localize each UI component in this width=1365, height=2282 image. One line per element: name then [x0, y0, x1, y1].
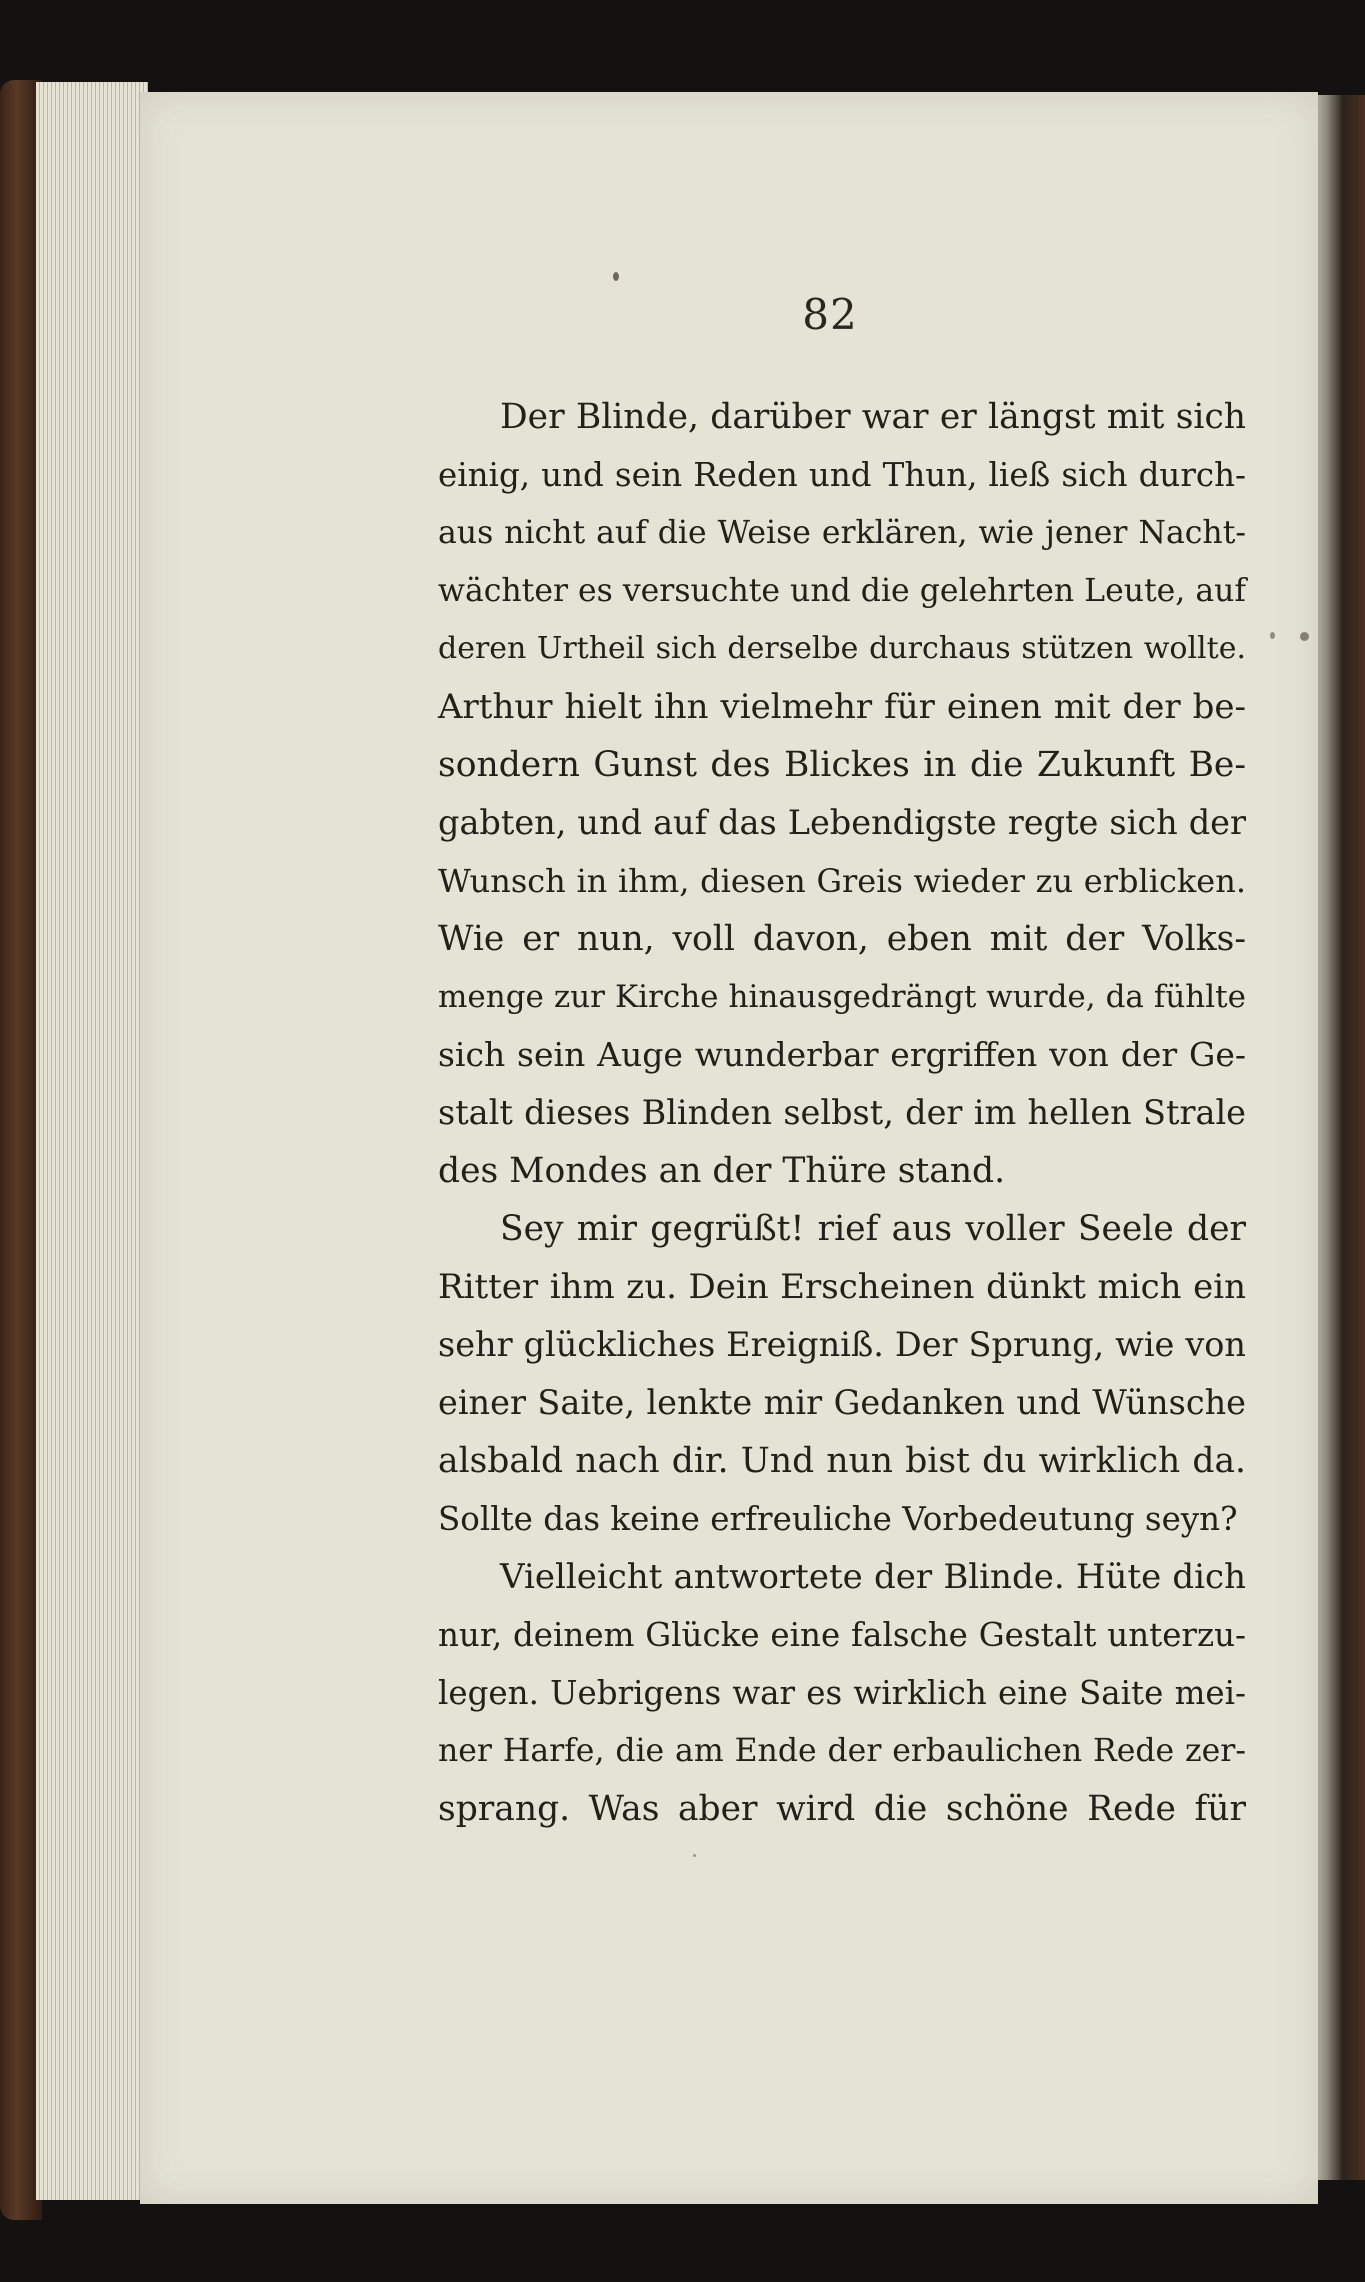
- text-line: einig, und sein Reden und Thun, ließ sich durch-: [438, 456, 1246, 494]
- ink-speck: [693, 1854, 696, 1857]
- text-line: sondern Gunst des Blickes in die Zukunft Be-: [438, 745, 1246, 785]
- text-line: ner Harfe, die am Ende der erbaulichen Rede zer-: [438, 1733, 1246, 1769]
- text-line: Der Blinde, darüber war er längst mit sich: [500, 397, 1246, 437]
- text-line: alsbald nach dir. Und nun bist du wirklich da.: [438, 1441, 1246, 1481]
- page-edges-left: [36, 82, 148, 2200]
- text-line: aus nicht auf die Weise erklären, wie jener Nacht-: [438, 515, 1246, 551]
- text-line: Vielleicht antwortete der Blinde. Hüte dich: [500, 1557, 1246, 1597]
- page-edges-right: [1310, 95, 1365, 2180]
- text-line: sehr glückliches Ereigniß. Der Sprung, wie von: [438, 1325, 1246, 1364]
- text-line: sich sein Auge wunderbar ergriffen von der Ge-: [438, 1035, 1246, 1074]
- text-line: deren Urtheil sich derselbe durchaus stützen wollte.: [438, 631, 1246, 666]
- text-line: gabten, und auf das Lebendigste regte sich der: [438, 803, 1246, 842]
- ink-speck: [1300, 632, 1309, 641]
- text-line: Sey mir gegrüßt! rief aus voller Seele der: [500, 1209, 1246, 1249]
- text-line: Wunsch in ihm, diesen Greis wieder zu erblicken.: [438, 862, 1246, 900]
- ink-speck: [613, 272, 619, 281]
- text-line: Wie er nun, voll davon, eben mit der Volks-: [438, 919, 1246, 959]
- text-line: des Mondes an der Thüre stand.: [438, 1151, 1006, 1191]
- text-line: Ritter ihm zu. Dein Erscheinen dünkt mich ein: [438, 1267, 1246, 1307]
- text-line: einer Saite, lenkte mir Gedanken und Wünsche: [438, 1383, 1246, 1422]
- text-line: nur, deinem Glücke eine falsche Gestalt unterzu-: [438, 1616, 1246, 1654]
- page-number: 82: [802, 290, 858, 339]
- text-line: wächter es versuchte und die gelehrten Leute, auf: [438, 573, 1247, 609]
- text-line: stalt dieses Blinden selbst, der im hellen Strale: [438, 1093, 1246, 1132]
- text-line: sprang. Was aber wird die schöne Rede für: [438, 1789, 1246, 1829]
- text-line: Arthur hielt ihn vielmehr für einen mit der be-: [438, 687, 1246, 727]
- body-text: [438, 388, 1246, 1838]
- ink-speck: [1270, 632, 1275, 639]
- text-line: menge zur Kirche hinausgedrängt wurde, da fühlte: [438, 979, 1246, 1015]
- text-line: legen. Uebrigens war es wirklich eine Saite mei-: [438, 1674, 1246, 1712]
- text-line: Sollte das keine erfreuliche Vorbedeutung seyn?: [438, 1500, 1238, 1538]
